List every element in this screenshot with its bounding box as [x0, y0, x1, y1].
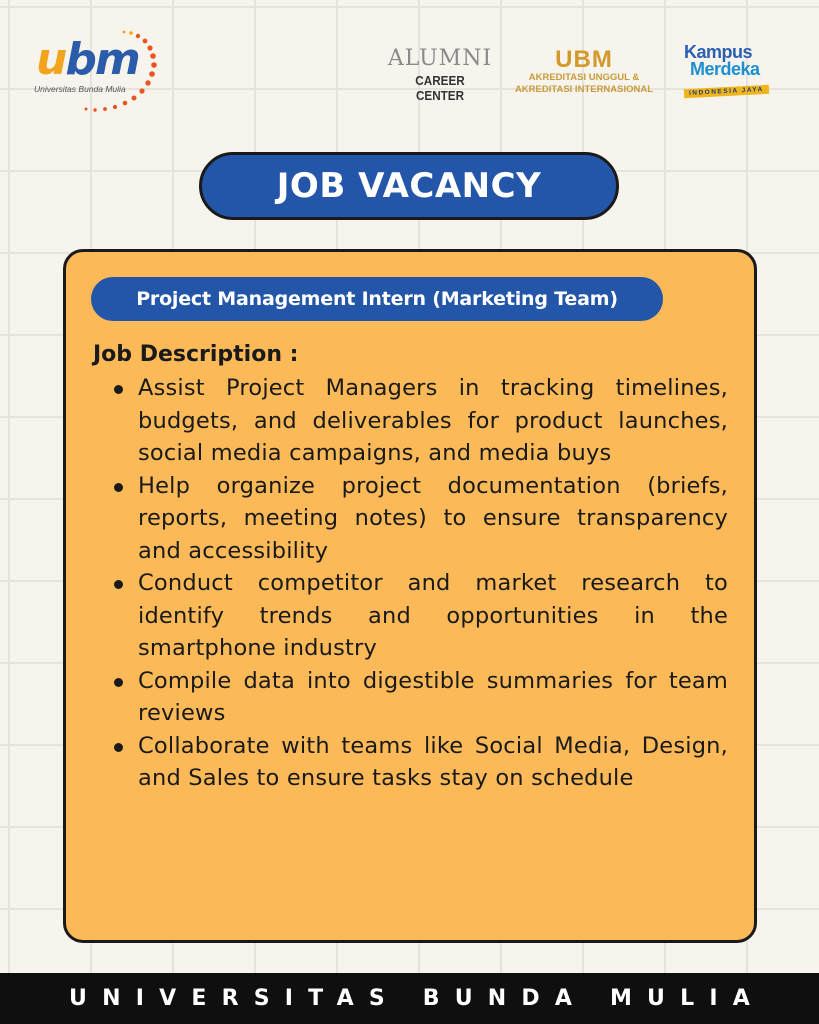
ubm-subtitle: Universitas Bunda Mulia [34, 84, 126, 94]
alumni-career-center-logo [385, 46, 495, 103]
job-description-list [138, 372, 728, 795]
list-item [138, 470, 728, 568]
bullet-icon [114, 483, 123, 492]
job-card [63, 249, 757, 943]
accreditation-logo-ubm: UBM [555, 46, 613, 73]
job-description-heading: Job Description : [93, 342, 299, 367]
kampus-merdeka-line-1: Kampus [684, 42, 753, 62]
bullet-icon [114, 385, 123, 394]
alumni-logo-top: ALUMNI [387, 46, 493, 71]
list-item [138, 730, 728, 795]
position-title-pill [91, 277, 663, 321]
kampus-merdeka-logo [684, 44, 788, 97]
job-vacancy-banner [199, 152, 619, 220]
position-title: Project Management Intern (Marketing Team) [136, 288, 618, 310]
list-item-text: Assist Project Managers in tracking timelines, budgets, and deliverables for product launches, social media campaigns, and media buys [138, 375, 728, 466]
list-item [138, 567, 728, 665]
accreditation-line-1: AKREDITASI UNGGUL & [528, 72, 640, 83]
accreditation-line-2: AKREDITASI INTERNASIONAL [514, 83, 654, 95]
accreditation-logo [500, 48, 668, 96]
list-item-text: Conduct competitor and market research to identify trends and opportunities in the smartphone industry [138, 570, 728, 661]
list-item [138, 665, 728, 730]
ubm-logo [30, 28, 160, 114]
bullet-icon [114, 580, 123, 589]
alumni-logo-bottom: CAREER CENTER [415, 73, 465, 103]
kampus-merdeka-line-2: Merdeka [690, 59, 760, 80]
bullet-icon [114, 678, 123, 687]
kampus-merdeka-band: INDONESIA JAYA [684, 85, 769, 98]
list-item-text: Help organize project documentation (briefs, reports, meeting notes) to ensure transparency and accessibility [138, 472, 728, 564]
ubm-wordmark: ubm [36, 34, 139, 85]
footer-text: UNIVERSITAS BUNDA MULIA [69, 986, 765, 1011]
list-item-text: Collaborate with teams like Social Media, Design, and Sales to ensure tasks stay on schedule [138, 732, 728, 791]
footer-bar [0, 973, 819, 1024]
job-vacancy-title: JOB VACANCY [276, 166, 542, 206]
list-item-text: Compile data into digestible summaries for team reviews [138, 667, 728, 726]
bullet-icon [114, 743, 123, 752]
list-item [138, 372, 728, 470]
